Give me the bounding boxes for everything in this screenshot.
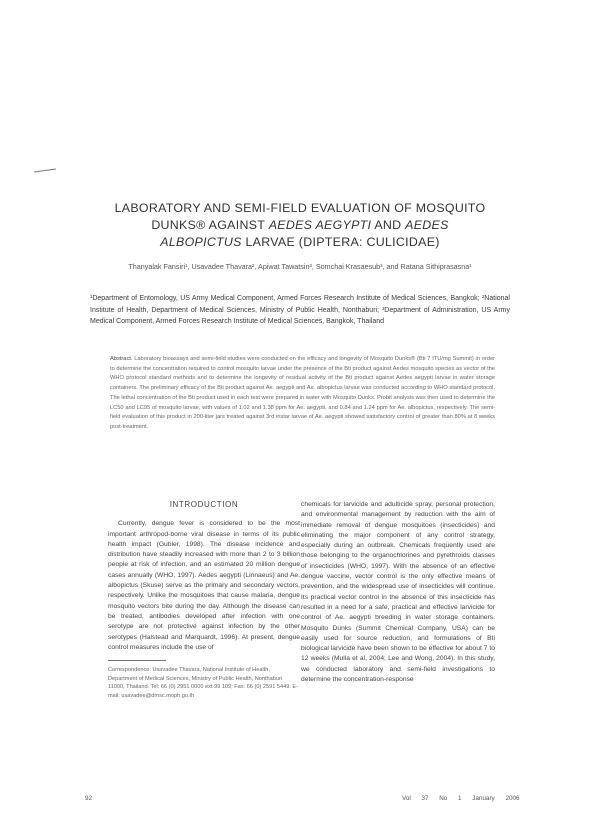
- left-column: [108, 500, 300, 701]
- title-text: LARVAE (DIPTERA: CULICIDAE): [241, 235, 440, 249]
- margin-mark: [34, 168, 56, 172]
- abstract-text: Laboratory bioassays and semi-field studies were conducted on the efficacy and longevity of Mosquito Dunks® (Bti 7 ITU/mg Summit) in order to determine the concentration required to control mosquito larvae under the presence of the Bti product against Aedes mosquito species as vector of the WHO protocol standard methods and to determine the longevity of residual activity of the Bti product against Aedes aegypti larvae in water storage containers. The preliminary efficacy of the Bti product against Ae. aegypti and Ae. albopictus larvae was conducted according to WHO standard protocol. The lethal concentration of the Bti product used in each test were prepared in water with Mosquito Dunks. Probit analysis was then used to determine the LC50 and LC95 of mosquito larvae, with values of 1.02 and 1.38 ppm for Ae. aegypti, and 0.84 and 1.24 ppm for Ae. albopictus, respectively. The semi-field evaluation of this product in 200-liter jars treated against 3rd instar larvae of Ae. aegypti showed satisfactory control of greater than 80% at 8 weeks post-treatment.: [110, 356, 495, 430]
- footnote-divider: [108, 660, 166, 661]
- affiliations: ¹Department of Entomology, US Army Medical Component, Armed Forces Research Institute of Medical Sciences, Bangkok; ²National Institute of Health, Department of Medical Sciences, Ministry of Public Health, Nonthaburi; ³Department of Administration, US Army Medical Component, Armed Forces Research Institute of Medical Sciences, Bangkok, Thailand: [90, 295, 510, 326]
- body-paragraph: Currently, dengue fever is considered to be the most important arthropod-borne viral disease in terms of its public health impact (Gubler, 1998). The disease incidence and distribution have steadily increased with more than 2 to 3 billion people at risk of infection, and an estimated 20 million dengue cases annually (WHO, 1997). Aedes aegypti (Linnaeus) and Ae. albopictus (Skuse) serve as the primary and secondary vectors, respectively. Unlike the mosquitoes that cause malaria, dengue mosquito vectors bite during the day. Although the disease can be treated, antibodies developed after infection with one serotype are not protective against infection by the other serotypes (Halstead and Marquardt, 1996). At present, dengue control measures include the use of: [108, 520, 300, 651]
- journal-issue: Vol 37 No 1 January 2006: [402, 795, 520, 802]
- title-text: AND: [371, 218, 406, 232]
- author-list: Thanyalak Fansiri¹, Usavadee Thavara², Apiwat Tawatsin², Somchai Krasaesub³, and Ratana Sithiprasasna¹: [128, 262, 472, 271]
- right-column: [301, 500, 495, 685]
- title-line-2: [100, 217, 500, 234]
- title-text: DUNKS® AGAINST: [151, 218, 269, 232]
- species-name: AEDES: [405, 218, 449, 232]
- abstract-label: Abstract.: [110, 356, 133, 362]
- body-paragraph: chemicals for larvicide and adulticide spray, personal protection, and environmental management by reduction with the aim of immediate removal of dengue mosquitoes (insecticides) and eliminating the major component of any control strategy, especially during an outbreak. Chemicals frequently used are those belonging to the organochlorines and pyrethroids classes of insecticides (WHO, 1997). With the absence of an effective dengue vaccine, vector control is the only effective means of prevention, and the widespread use of insecticides will continue. Its practical vector control in the absence of this insecticide has resulted in a need for a safe, practical and effective larvicide for control of Ae. aegypti breeding in water storage containers. Mosquito Dunks (Summit Chemical Company, USA) can be easily used for source reduction, and formulations of Bti biological larvicide have been shown to be effective for about 7 to 12 weeks (Mulla et al, 2004; Lee and Wong, 2004). In this study, we conducted laboratory and semi-field investigations to determine the concentration-response: [301, 501, 495, 684]
- article-title: [100, 200, 500, 251]
- section-heading: INTRODUCTION: [169, 500, 239, 509]
- title-line-3: [100, 234, 500, 251]
- species-name: ALBOPICTUS: [160, 235, 242, 249]
- correspondence-note: Correspondence: Usavadee Thavara, National Institute of Health, Department of Medical Sciences, Ministry of Public Health, Nonthaburi 11000, Thailand. Tel: 66 (0) 2951 0000 ext 99 109; Fax: 66 (0) 2591 5449. E-mail: usavadee@dmsc.moph.go.th: [108, 667, 299, 699]
- title-line-1: LABORATORY AND SEMI-FIELD EVALUATION OF MOSQUITO: [114, 201, 486, 215]
- page-number: 92: [85, 795, 93, 802]
- abstract: [110, 355, 495, 433]
- species-name: AEDES AEGYPTI: [268, 218, 372, 232]
